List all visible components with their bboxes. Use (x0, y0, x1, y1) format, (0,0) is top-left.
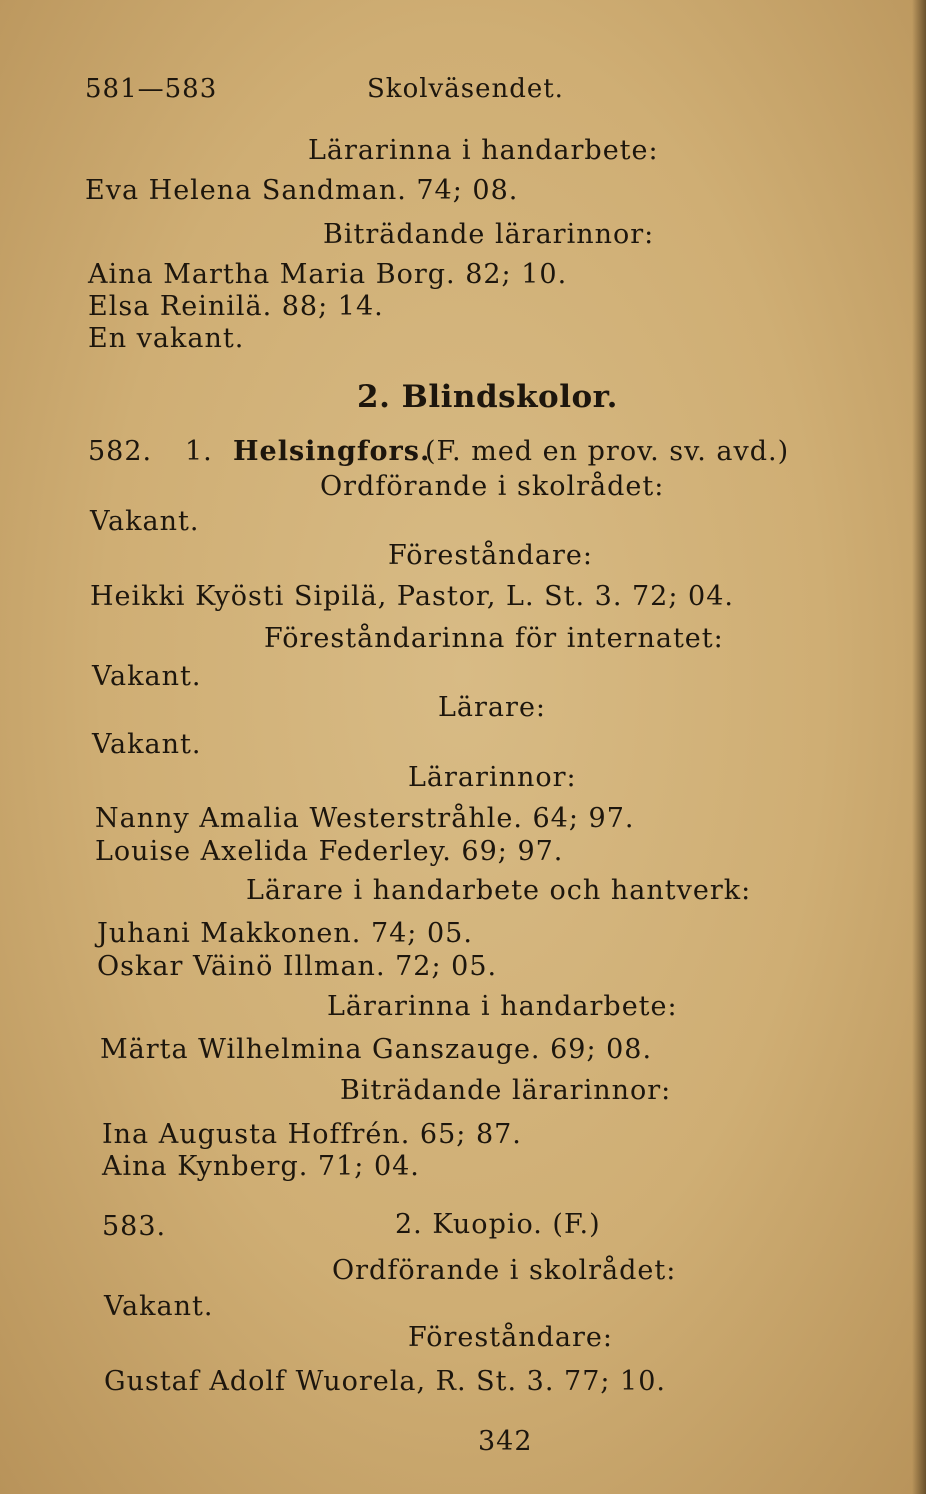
entry-582-index: 1. (185, 436, 213, 467)
entry-582-note: (F. med en prov. sv. avd.) (425, 436, 790, 467)
heading-assistants-582: Biträdande lärarinnor: (340, 1075, 672, 1106)
header-range: 581—583 (85, 74, 218, 104)
assistant-582-2: Aina Kynberg. 71; 04. (102, 1151, 420, 1182)
entry-583-place: 2. Kuopio. (F.) (395, 1209, 601, 1240)
craft-teacher-582-2: Oskar Väinö Illman. 72; 05. (97, 951, 498, 982)
heading-director-582: Föreståndare: (388, 540, 593, 571)
heading-chair-582: Ordförande i skolrådet: (320, 471, 665, 502)
page-edge-shadow (912, 0, 926, 1494)
heading-teacher-582: Lärare: (438, 692, 547, 723)
assistant-581-1: Aina Martha Maria Borg. 82; 10. (88, 259, 568, 290)
director-582: Heikki Kyösti Sipilä, Pastor, L. St. 3. 72; 04. (90, 581, 734, 612)
heading-director-583: Föreståndare: (408, 1322, 613, 1353)
director-583: Gustaf Adolf Wuorela, R. St. 3. 77; 10. (104, 1366, 666, 1397)
chair-582: Vakant. (90, 506, 200, 537)
section-title: 2. Blindskolor. (357, 379, 618, 415)
assistant-581-2: Elsa Reinilä. 88; 14. (88, 291, 384, 322)
heading-female-teachers-582: Lärarinnor: (408, 762, 577, 793)
heading-handwork-teacher-581: Lärarinna i handarbete: (308, 135, 659, 166)
header-section: Skolväsendet. (367, 74, 564, 104)
heading-chair-583: Ordförande i skolrådet: (332, 1255, 677, 1286)
heading-assistants-581: Biträdande lärarinnor: (323, 219, 655, 250)
handwork-teacher-581: Eva Helena Sandman. 74; 08. (85, 175, 519, 206)
heading-handwork-teacher-582: Lärarinna i handarbete: (327, 991, 678, 1022)
matron-582: Vakant. (92, 661, 202, 692)
craft-teacher-582-1: Juhani Makkonen. 74; 05. (97, 918, 473, 949)
heading-matron-582: Föreståndarinna för internatet: (264, 623, 724, 654)
handwork-teacher-582: Märta Wilhelmina Ganszauge. 69; 08. (100, 1034, 653, 1065)
chair-583: Vakant. (104, 1291, 214, 1322)
assistant-581-3: En vakant. (88, 323, 245, 354)
teacher-582: Vakant. (92, 729, 202, 760)
heading-craft-teachers-582: Lärare i handarbete och hantverk: (246, 875, 752, 906)
entry-583-number: 583. (102, 1211, 167, 1242)
female-teacher-582-2: Louise Axelida Federley. 69; 97. (95, 836, 564, 867)
entry-582-number: 582. (88, 436, 153, 467)
page-number: 342 (478, 1426, 533, 1457)
assistant-582-1: Ina Augusta Hoffrén. 65; 87. (102, 1119, 522, 1150)
female-teacher-582-1: Nanny Amalia Westerstråhle. 64; 97. (95, 803, 635, 834)
entry-582-place: Helsingfors. (233, 436, 431, 467)
